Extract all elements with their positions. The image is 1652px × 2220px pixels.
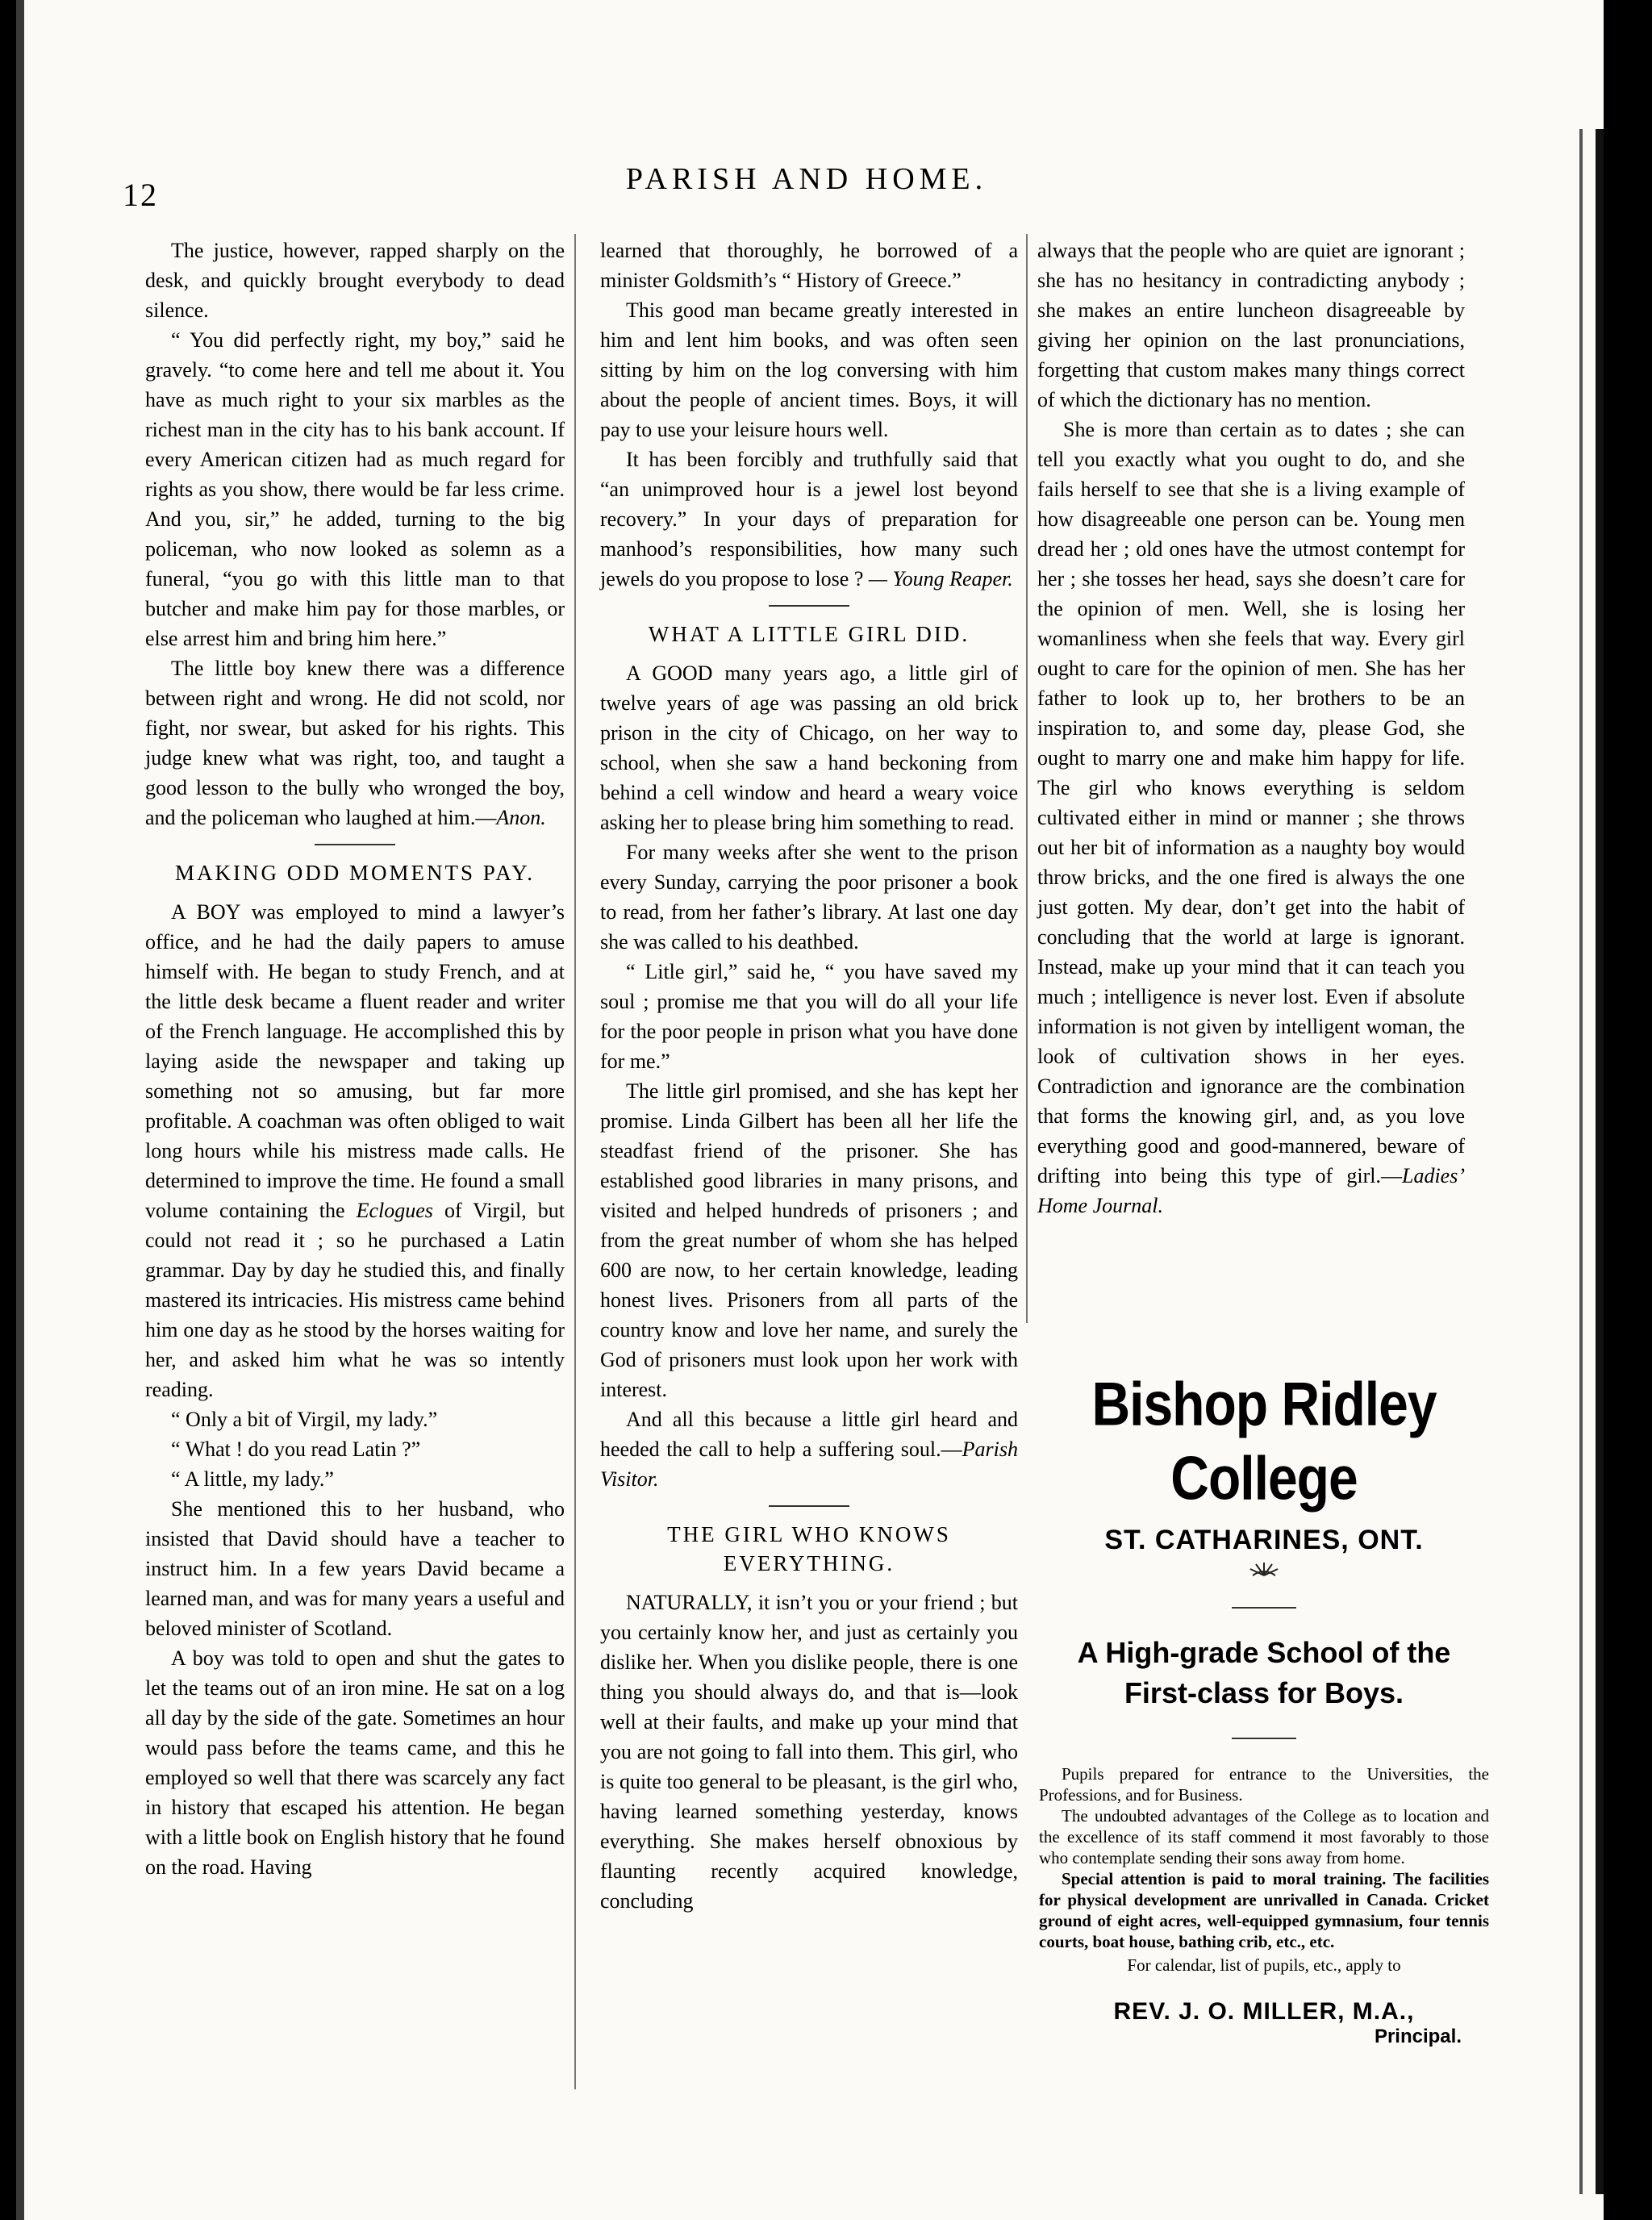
paragraph: This good man became greatly interested in him and lent him books, and was often seen sitting by him on the log conversing with him about the people of ancient times. Boys, it will pay to use your leisure hours well.: [600, 298, 1018, 441]
paragraph: The justice, however, rapped sharply on the desk, and quickly brought everybody to dead silence.: [145, 239, 565, 322]
ad-detail-paragraph: Pupils prepared for entrance to the Universities, the Professions, and for Business.: [1039, 1764, 1489, 1805]
ad-tagline-2: First-class for Boys.: [1124, 1676, 1404, 1709]
column-1: [145, 236, 565, 1882]
paragraph: A GOOD many years ago, a little girl of twelve years of age was passing an old brick prison in the city of Chicago, on her way to school, when she saw a hand beckoning from behind a cell window and heard a weary voice asking her to please bring him something to read.: [600, 661, 1018, 834]
ad-separator: [1232, 1607, 1296, 1609]
paragraph: “ Litle girl,” said he, “ you have saved my soul ; promise me that you will do all your life for the poor people in prison what you have done for me.”: [600, 960, 1018, 1073]
paragraph: “ You did perfectly right, my boy,” said he gravely. “to come here and tell me about it. You have as much right to your six marbles as the richest man in the city has to his bank account. If every American citizen had as much regard for rights as you show, there would be far less crime. And you, sir,” he added, turning to the big policeman, who now looked as solemn as a funeral, “you go with this little man to that butcher and make him pay for those marbles, or else arrest him and bring him here.”: [145, 328, 565, 650]
signature-anon: Anon.: [496, 806, 546, 829]
page-spine-shadow: [16, 0, 24, 2220]
paragraph: NATURALLY, it isn’t you or your friend ; but you certainly know her, and just as certainly you dislike her. When you dislike people, there is one thing you should always do, and that is—look well at their faults, and make up your mind that you are not going to fall into them. This girl, who is quite too general to be pleasant, is the girl who, having learned something yesterday, knows everything. She makes herself obnoxious by flaunting recently acquired knowledge, concluding: [600, 1591, 1018, 1913]
column-3: [1037, 236, 1465, 1221]
signature-ladies-home-journal: Ladies’ Home Journal.: [1037, 1164, 1465, 1217]
paragraph: “ What ! do you read Latin ?”: [171, 1438, 421, 1461]
section-separator: [769, 1505, 849, 1507]
signature-parish-visitor: Parish Visitor.: [600, 1438, 1018, 1491]
signature-young-reaper: — Young Reaper.: [868, 567, 1013, 590]
ad-apply-line: For calendar, list of pupils, etc., apply to: [1127, 1955, 1401, 1975]
paragraph: She is more than certain as to dates ; she can tell you exactly what you ought to do, and she fails herself to see that she is a living example of how disagreeable one person can be. Young men dread her ; old ones have the utmost contempt for her ; she tosses her head, says she doesn’t care for the opinion of men. Well, she is losing her womanliness when she feels that way. Every girl ought to care for the opinion of men. She has her father to look up to, her brothers to be an inspiration to, and some day, please God, she ought to marry one and make him happy for life. The girl who knows everything is seldom cultivated either in mind or manner ; she throws out her bit of information as a naughty boy would throw bricks, and the one fired is always the one just gotten. My dear, don’t get into the habit of concluding that the world at large is ignorant. Instead, make up your mind that it can teach you much ; intelligence is never lost. Even if absolute information is not given by intelligent woman, the look of cultivation shows in her eyes. Contradiction and ignorance are the combination that forms the knowing girl, and, as you love everything good and good-mannered, beware of drifting into being this type of girl.—Ladies’ Home Journal.: [1037, 418, 1465, 1217]
paragraph: A BOY was employed to mind a lawyer’s office, and he had the daily papers to amuse himself with. He began to study French, and at the little desk became a fluent reader and writer of the French language. He accomplished this by laying aside the newspaper and taking up something not so amusing, but far more profitable. A coachman was often obliged to wait long hours while his mistress made calls. He determined to improve the time. He found a small volume containing the Eclogues of Virgil, but could not read it ; so he purchased a Latin grammar. Day by day he studied this, and finally mastered its intricacies. His mistress came behind him one day as he stood by the horses waiting for her, and asked him what he was so intently reading.: [145, 900, 565, 1401]
paragraph: learned that thoroughly, he borrowed of a minister Goldsmith’s “ History of Greece.”: [600, 239, 1018, 292]
column-rule-1: [574, 234, 576, 2089]
heading-girl-who-knows-everything: THE GIRL WHO KNOWS EVERYTHING.: [667, 1522, 951, 1575]
ad-detail-paragraph: Special attention is paid to moral training. The facilities for physical development are unrivalled in Canada. Cricket ground of eight acres, well-equipped gymnasium, four tennis courts, boat house, bathing crib, etc., etc.: [1039, 1869, 1489, 1951]
ad-details: [1039, 1763, 1489, 1952]
column-2: [600, 236, 1018, 1916]
heading-making-odd-moments-pay: MAKING ODD MOMENTS PAY.: [174, 861, 536, 885]
ad-separator: [1232, 1738, 1296, 1739]
section-separator: [315, 844, 395, 845]
ad-title: Bishop Ridley College: [1091, 1369, 1437, 1513]
ad-city: ST. CATHARINES, ONT.: [1104, 1525, 1424, 1555]
paragraph: A boy was told to open and shut the gates to let the teams out of an iron mine. He sat on a log all day by the side of the gate. Sometimes an hour would pass before the teams came, and this he employed so well that there was scarcely any fact in history that escaped his attention. He began with a little book on English history that he found on the road. Having: [145, 1646, 565, 1879]
page-number: 12: [123, 177, 158, 213]
page-right-edge-line: [1579, 129, 1583, 2194]
section-separator: [769, 605, 849, 607]
paragraph: “ A little, my lady.”: [171, 1467, 334, 1491]
page-right-edge: [1596, 129, 1604, 2194]
paragraph: For many weeks after she went to the prison every Sunday, carrying the poor prisoner a book to read, from her father’s library. At last one day she was called to his deathbed.: [600, 841, 1018, 954]
paragraph: It has been forcibly and truthfully said that “an unimproved hour is a jewel lost beyond recovery.” In your days of preparation for manhood’s responsibilities, how many such jewels do you propose to lose ? — Young Reaper.: [600, 448, 1018, 590]
column-rule-2: [1026, 234, 1028, 1323]
ad-principal-name: REV. J. O. MILLER, M.A.,: [1113, 1998, 1415, 2025]
ad-detail-paragraph: The undoubted advantages of the College as to location and the excellence of its staff commend it most favorably to those who contemplate sending their sons away from home.: [1039, 1806, 1489, 1867]
ad-principal-role: Principal.: [1374, 2026, 1462, 2047]
running-title: PARISH AND HOME.: [625, 162, 988, 196]
paragraph: always that the people who are quiet are ignorant ; she has no hesitancy in contradicting anybody ; she makes an entire luncheon disagreeable by giving her opinion on the last pronunciations, forgetting that custom makes many things correct of which the dictionary has no mention.: [1037, 239, 1465, 411]
paragraph: She mentioned this to her husband, who insisted that David should have a teacher to instruct him. In a few years David became a learned man, and was for many years a useful and beloved minister of Scotland.: [145, 1497, 565, 1640]
paragraph: The little girl promised, and she has kept her promise. Linda Gilbert has been all her life the steadfast friend of the prisoner. She has established good libraries in many prisons, and visited and helped hundreds of prisoners ; and from the great number of whom she has helped 600 are now, to her certain knowledge, leading honest lives. Prisoners from all parts of the country know and love her name, and surely the God of prisoners must look upon her work with interest.: [600, 1079, 1018, 1401]
heading-what-a-little-girl-did: WHAT A LITTLE GIRL DID.: [648, 622, 970, 646]
paragraph: And all this because a little girl heard and heeded the call to help a suffering soul.—Parish Visitor.: [600, 1408, 1018, 1491]
paragraph: The little boy knew there was a difference between right and wrong. He did not scold, nor fight, nor swear, but asked for his rights. This judge knew what was right, too, and taught a good lesson to the bully who wronged the boy, and the policeman who laughed at him.—Anon.: [145, 657, 565, 829]
advertisement-bishop-ridley-college: [1039, 1363, 1489, 2048]
ad-tagline-1: A High-grade School of the: [1077, 1636, 1451, 1669]
paragraph: “ Only a bit of Virgil, my lady.”: [171, 1408, 438, 1431]
ornament-icon: [1039, 1558, 1489, 1583]
